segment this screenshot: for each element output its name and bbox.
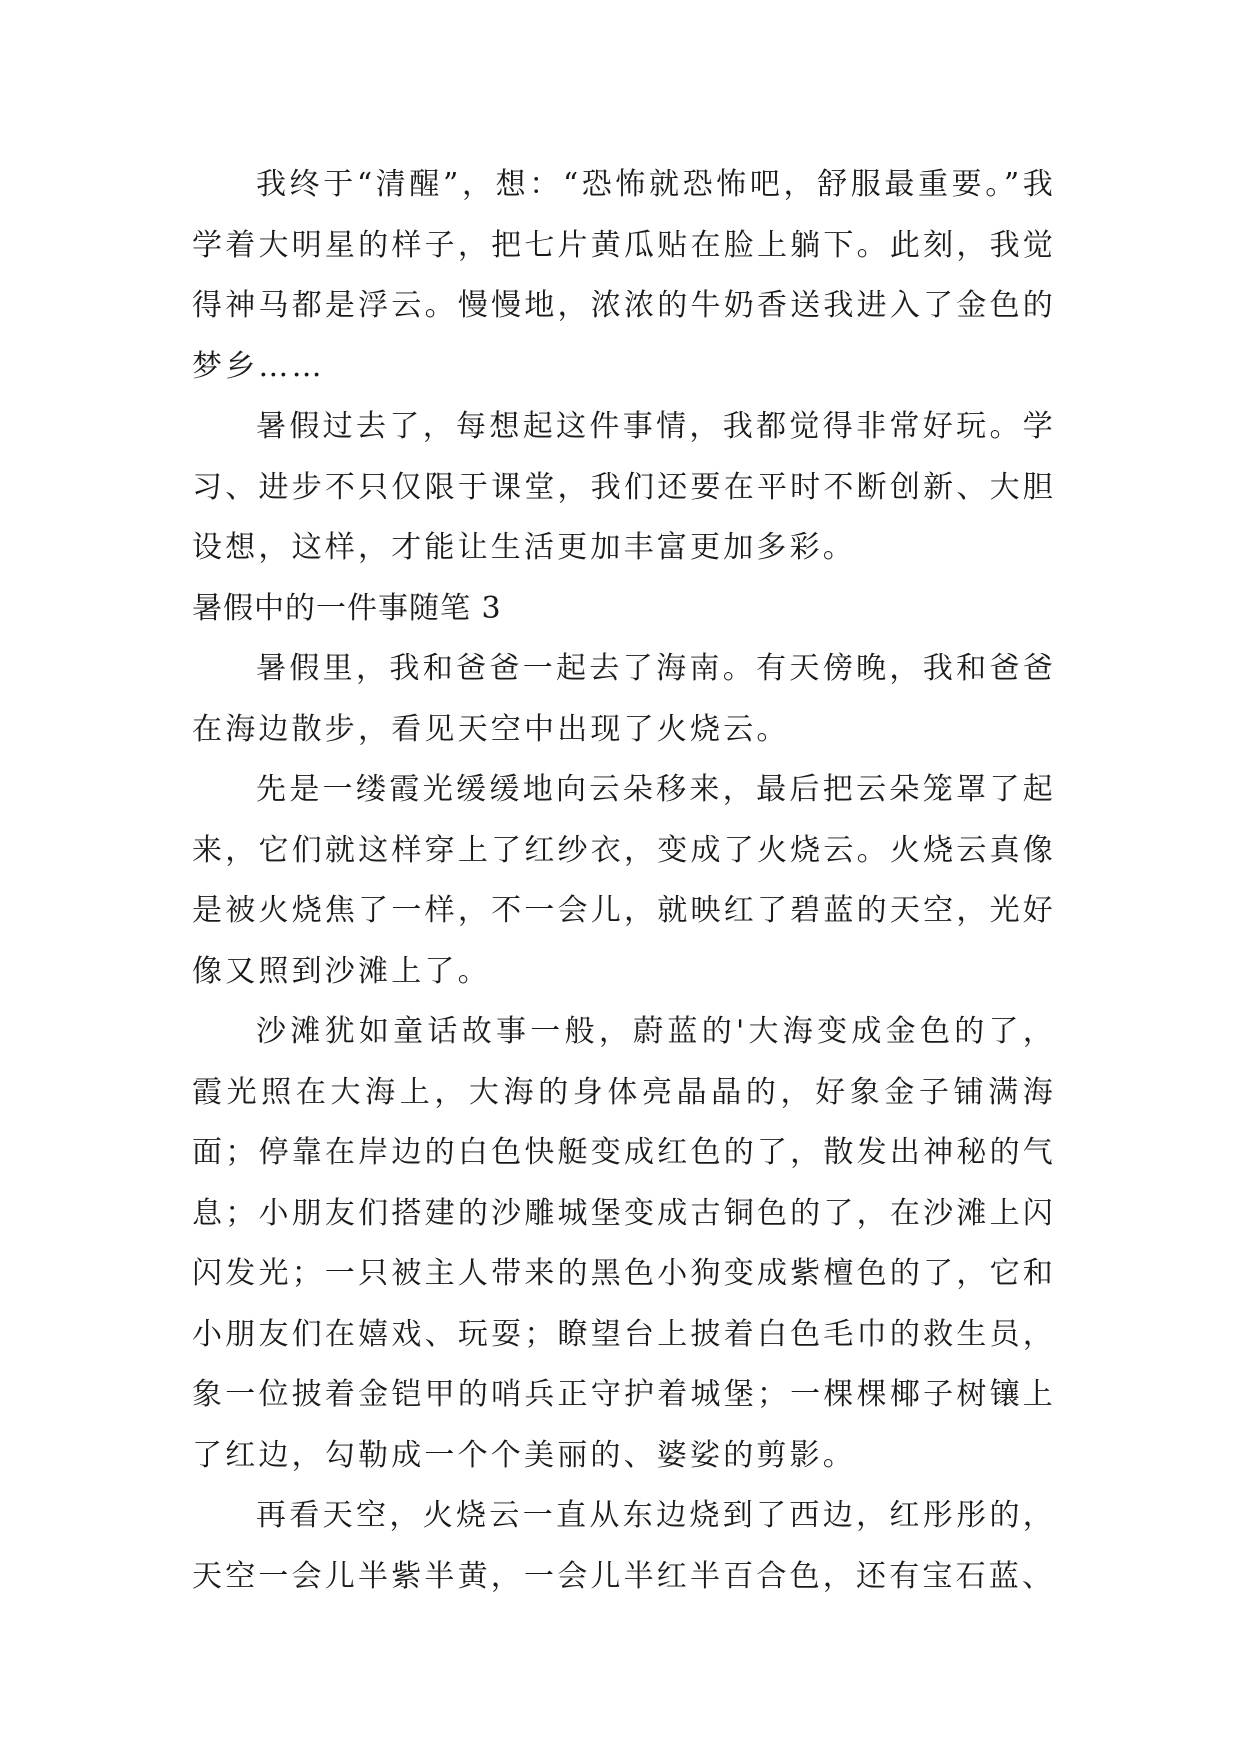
document-page [192, 155, 1056, 1607]
section-title: 暑假中的一件事随笔 3 [192, 590, 502, 626]
paragraph: 我终于“清醒”，想：“恐怖就恐怖吧，舒服最重要。”我学着大明星的样子，把七片黄瓜贴在脸上躺下。此刻，我觉得神马都是浮云。慢慢地，浓浓的牛奶香送我进入了金色的梦乡…… [192, 167, 1056, 384]
paragraph: 暑假里，我和爸爸一起去了海南。有天傍晚，我和爸爸在海边散步，看见天空中出现了火烧云。 [192, 651, 1056, 747]
paragraph: 暑假过去了，每想起这件事情，我都觉得非常好玩。学习、进步不只仅限于课堂，我们还要在平时不断创新、大胆设想，这样，才能让生活更加丰富更加多彩。 [192, 409, 1056, 565]
paragraph: 先是一缕霞光缓缓地向云朵移来，最后把云朵笼罩了起来，它们就这样穿上了红纱衣，变成了火烧云。火烧云真像是被火烧焦了一样，不一会儿，就映红了碧蓝的天空，光好像又照到沙滩上了。 [192, 772, 1056, 989]
paragraph: 再看天空，火烧云一直从东边烧到了西边，红彤彤的，天空一会儿半紫半黄，一会儿半红半百合色，还有宝石蓝、 [192, 1498, 1056, 1594]
paragraph: 沙滩犹如童话故事一般，蔚蓝的'大海变成金色的了，霞光照在大海上，大海的身体亮晶晶的，好象金子铺满海面；停靠在岸边的白色快艇变成红色的了，散发出神秘的气息；小朋友们搭建的沙雕城堡变成古铜色的了，在沙滩上闪闪发光；一只被主人带来的黑色小狗变成紫檀色的了，它和小朋友们在嬉戏、玩耍；瞭望台上披着白色毛巾的救生员，象一位披着金铠甲的哨兵正守护着城堡；一棵棵椰子树镶上了红边，勾勒成一个个美丽的、婆娑的剪影。 [192, 1014, 1056, 1473]
